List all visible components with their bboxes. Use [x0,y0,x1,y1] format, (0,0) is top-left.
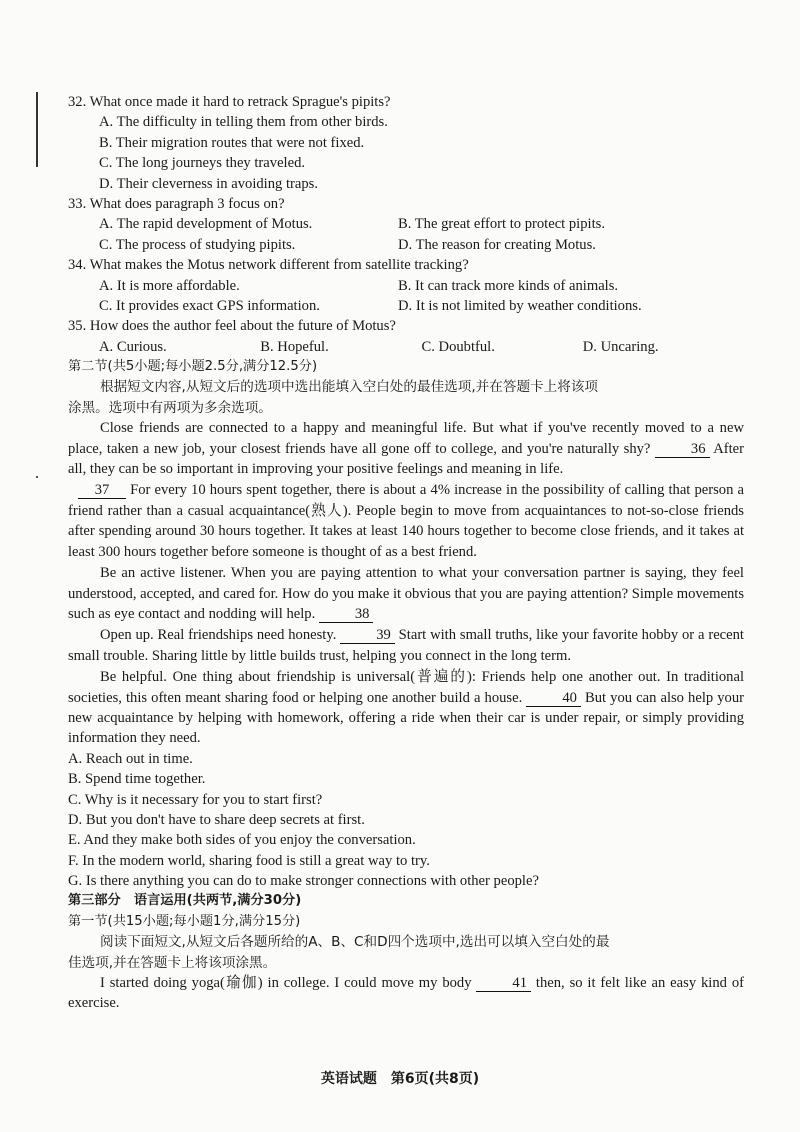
q35-option-d: D. Uncaring. [582,338,659,355]
blank-41: 41 [476,975,531,992]
blank-39: 39 [340,627,395,644]
question-33-stem: 33. What does paragraph 3 focus on? [68,195,285,212]
section-2-instructions-2: 涂黑。选项中有两项为多余选项。 [68,399,272,416]
part-3-heading: 第三部分 语言运用(共两节,满分30分) [68,893,302,909]
paragraph-1-text-a: Close friends are connected to a happy and meaningful life. But what if you've recently moved to a new place, taken a new job, your closest friends have all gone off to college, and you're naturally shy? [68,420,744,457]
q35-option-c: C. Doubtful. [421,338,495,355]
passage-paragraph-1 [68,418,744,479]
paragraph-1-text-b: After all, they can be so important in improving your positive feelings and meaning in life. [68,440,744,478]
paragraph-4-text-a: Open up. Real friendships need honesty. [100,627,337,644]
q35-option-b: B. Hopeful. [260,338,329,355]
paragraph-3-text: Be an active listener. When you are paying attention to what your conversation partner is saying, they feel understood, accepted, and cared for. How do you make it obvious that you are paying attention? Simple movements such as eye contact and nodding will help. [68,565,745,622]
question-32-stem: 32. What once made it hard to retrack Sprague's pipits? [68,94,391,110]
q32-option-d: D. Their cleverness in avoiding traps. [99,175,318,192]
q33-option-c: C. The process of studying pipits. [99,236,296,253]
passage-paragraph-4 [68,625,744,666]
part-3-instructions-1: 阅读下面短文,从短文后各题所给的A、B、C和D四个选项中,选出可以填入空白处的最 [100,934,610,951]
choice-a: A. Reach out in time. [68,750,193,767]
margin-mark [36,476,38,478]
blank-40: 40 [526,690,581,707]
exam-page [68,92,744,1014]
question-34-stem: 34. What makes the Motus network different from satellite tracking? [68,257,469,274]
paragraph-4-text-b: Start with small truths, like your favorite hobby or a recent small trouble. Sharing little by little builds trust, helping you connect in the long term. [68,627,744,664]
q34-option-d: D. It is not limited by weather conditions. [398,297,642,314]
passage-paragraph-5 [68,667,744,749]
blank-37: 37 [78,482,126,499]
choice-d: D. But you don't have to share deep secrets at first. [68,811,365,828]
part-3-subheading: 第一节(共15小题;每小题1分,满分15分) [68,913,301,929]
passage-paragraph-3 [68,563,744,624]
q33-option-a: A. The rapid development of Motus. [99,216,313,233]
paragraph-2-text: For every 10 hours spent together, there is about a 4% increase in the possibility of calling that person a friend rather than a casual acquaintance(熟人). People begin to move from acquaintances to not-so-close friends after spending around 30 hours together. It takes at least 140 hours together to become close friends, and it takes at least 300 hours together before someone is thought of as a best friend. [68,482,744,560]
part-3-paragraph-1-text-a: I started doing yoga(瑜伽) in college. I could move my body [100,975,472,992]
question-35-stem: 35. How does the author feel about the future of Motus? [68,318,396,335]
q34-option-b: B. It can track more kinds of animals. [398,277,619,294]
margin-line [36,92,38,167]
section-2-instructions-1: 根据短文内容,从短文后的选项中选出能填入空白处的最佳选项,并在答题卡上将该项 [100,379,599,396]
paragraph-5-text-a: Be helpful. One thing about friendship is universal(普遍的): Friends help one another out. In traditional societies, this often meant sharing food or helping one another build a house. [68,669,744,706]
choice-b: B. Spend time together. [68,771,206,788]
part-3-paragraph-1-text-b: then, so it felt like an easy kind of exercise. [68,975,744,1012]
choice-c: C. Why is it necessary for you to start first? [68,791,323,808]
q32-option-a: A. The difficulty in telling them from other birds. [99,114,388,131]
q32-option-b: B. Their migration routes that were not fixed. [99,134,365,151]
q34-option-c: C. It provides exact GPS information. [99,297,320,314]
part-3-instructions-2: 佳选项,并在答题卡上将该项涂黑。 [68,954,277,971]
blank-38: 38 [319,606,374,623]
blank-36: 36 [655,441,710,458]
passage-paragraph-2 [68,480,744,562]
choice-g: G. Is there anything you can do to make stronger connections with other people? [68,873,539,890]
paragraph-5-text-b: But you can also help your new acquaintance by helping with homework, offering a ride when their car is under repair, or simply providing information they need. [68,689,745,747]
page-footer: 英语试题 第6页(共8页) [320,1071,480,1087]
q34-option-a: A. It is more affordable. [99,277,240,294]
choice-e: E. And they make both sides of you enjoy the conversation. [68,832,416,849]
q35-option-a: A. Curious. [99,338,167,355]
q33-option-b: B. The great effort to protect pipits. [398,216,605,233]
q32-option-c: C. The long journeys they traveled. [99,155,306,172]
choice-f: F. In the modern world, sharing food is still a great way to try. [68,852,430,869]
section-2-heading: 第二节(共5小题;每小题2.5分,满分12.5分) [68,359,318,375]
part-3-paragraph-1 [68,973,744,1014]
q33-option-d: D. The reason for creating Motus. [398,236,596,253]
